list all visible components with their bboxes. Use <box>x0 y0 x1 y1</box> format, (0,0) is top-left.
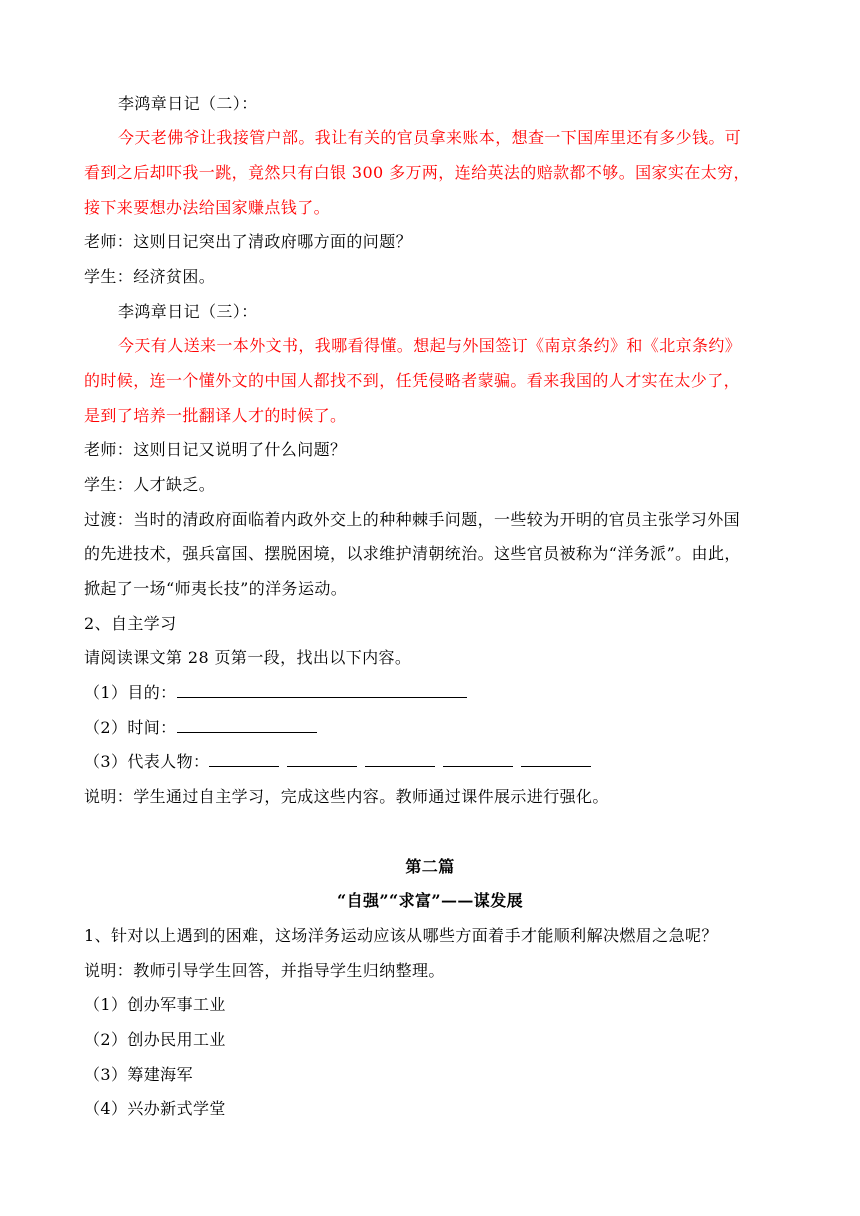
question-time-label: （2）时间： <box>84 718 177 737</box>
diary-3-line-3: 是到了培养一批翻译人才的时候了。 <box>84 406 347 425</box>
question-figures-label: （3）代表人物： <box>84 752 210 771</box>
transition-line-2: 的先进技术，强兵富国、摆脱困境，以求维护清朝统治。这些官员被称为“洋务派”。由此， <box>84 544 741 563</box>
purpose-blank[interactable] <box>177 683 467 698</box>
list-item: （3）筹建海军 <box>84 1065 193 1084</box>
student-answer-3: 学生：人才缺乏。 <box>84 475 216 494</box>
part-2-title: 第二篇 <box>405 857 455 876</box>
transition-line-1: 过渡：当时的清政府面临着内政外交上的种种棘手问题，一些较为开明的官员主张学习外国 <box>84 510 741 529</box>
diary-3-line-2: 的时候，连一个懂外文的中国人都找不到，任凭侵略者蒙骗。看来我国的人才实在太少了， <box>84 371 741 390</box>
list-item: （1）创办军事工业 <box>84 995 226 1014</box>
time-blank[interactable] <box>177 718 317 733</box>
transition-line-3: 掀起了一场“师夷长技”的洋务运动。 <box>84 579 348 598</box>
diary-2-title: 李鸿章日记（二）： <box>118 94 258 113</box>
self-study-note: 说明：学生通过自主学习，完成这些内容。教师通过课件展示进行强化。 <box>84 787 609 806</box>
diary-2-line-3: 接下来要想办法给国家赚点钱了。 <box>84 198 331 217</box>
diary-3-title: 李鸿章日记（三）： <box>118 302 258 321</box>
figure-blank-5[interactable] <box>521 752 591 767</box>
question-figures <box>84 752 591 772</box>
student-answer-2: 学生：经济贫困。 <box>84 267 216 286</box>
part-2-subtitle: “自强”“求富”——谋发展 <box>336 891 523 910</box>
self-study-heading: 2、自主学习 <box>84 614 177 633</box>
figure-blank-1[interactable] <box>209 752 279 767</box>
list-item: （4）兴办新式学堂 <box>84 1099 226 1118</box>
teacher-question-3: 老师：这则日记又说明了什么问题？ <box>84 440 347 459</box>
figure-blank-4[interactable] <box>443 752 513 767</box>
question-purpose <box>84 683 467 703</box>
self-study-instruction: 请阅读课文第 28 页第一段，找出以下内容。 <box>84 648 412 667</box>
teacher-question-2: 老师：这则日记突出了清政府哪方面的问题？ <box>84 232 413 251</box>
diary-2-line-1: 今天老佛爷让我接管户部。我让有关的官员拿来账本，想查一下国库里还有多少钱。可 <box>118 128 742 147</box>
list-item: （2）创办民用工业 <box>84 1030 226 1049</box>
figure-blank-3[interactable] <box>365 752 435 767</box>
part-2-note: 说明：教师引导学生回答，并指导学生归纳整理。 <box>84 961 445 980</box>
diary-3-line-1: 今天有人送来一本外文书，我哪看得懂。想起与外国签订《南京条约》和《北京条约》 <box>118 336 742 355</box>
figure-blank-2[interactable] <box>287 752 357 767</box>
part-2-question: 1、针对以上遇到的困难，这场洋务运动应该从哪些方面着手才能顺利解决燃眉之急呢？ <box>84 926 718 945</box>
question-time <box>84 718 317 738</box>
question-purpose-label: （1）目的： <box>84 683 177 702</box>
diary-2-line-2: 看到之后却吓我一跳，竟然只有白银 300 多万两，连给英法的赔款都不够。国家实在太穷， <box>84 163 750 182</box>
